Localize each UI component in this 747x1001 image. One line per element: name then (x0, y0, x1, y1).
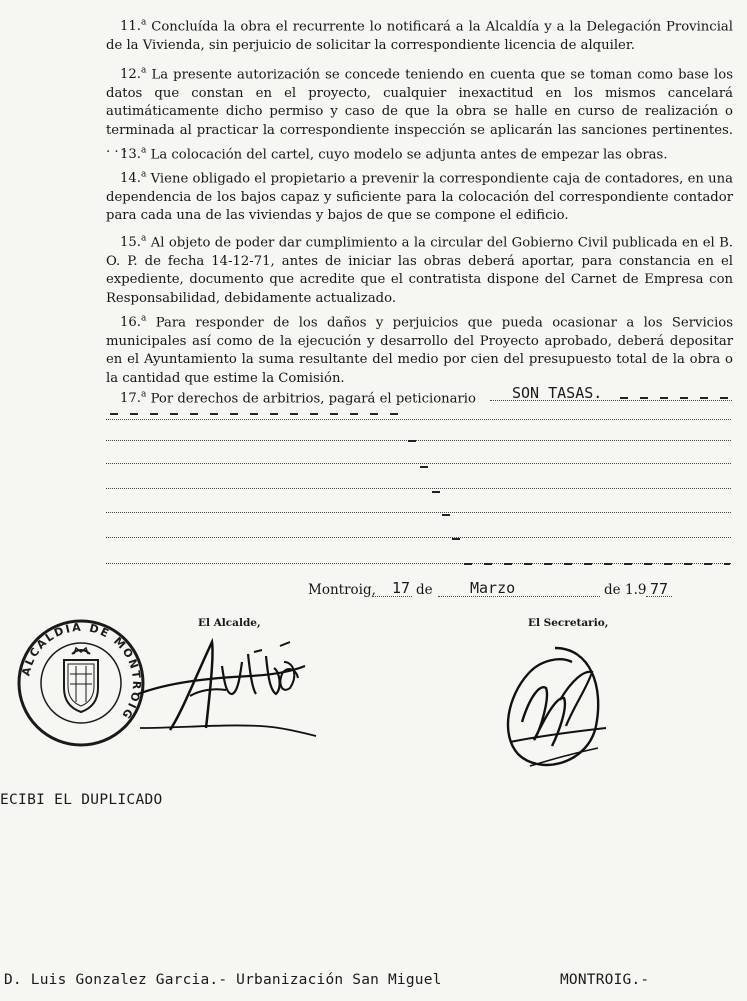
date-day: 17 (392, 579, 411, 597)
received-duplicate: ECIBI EL DUPLICADO (0, 792, 163, 808)
clause-11 (106, 14, 733, 55)
date-year-prefix: 1.9 (625, 582, 647, 598)
place-label: Montroig, (308, 582, 376, 598)
fill-line (106, 440, 731, 441)
clause-text: Concluída la obra el recurrente lo notificará a la Alcaldía y a la Delegación Provincial de la Vivienda, sin perjuicio de solicitar la correspondiente licencia de alquiler. (106, 19, 733, 53)
clause-number: 16.$^a$ (120, 314, 147, 331)
clause-number: 12.$^a$ (120, 66, 147, 83)
clause-text: Al objeto de poder dar cumplimiento a la circular del Gobierno Civil publicada en el B. O. P. de fecha 14-12-71, antes de iniciar las obras deberá aportar, para constancia en el expediente, documento que acredite que el contratista dispone del Carnet de Empresa con Responsabilidad, debidamente actualizado. (106, 235, 733, 306)
stamp-text: ALCALDIA DE MONTROIG (19, 620, 144, 723)
clause-16 (106, 310, 733, 388)
municipal-stamp (16, 618, 146, 748)
fill-line (106, 463, 731, 464)
clause-text: Viene obligado el propietario a prevenir la correspondiente caja de contadores, en una dependencia de los bajos capaz y suficiente para la colocación del correspondiente contador para cada una de las viviendas y bajos de que se compone el edificio. (106, 171, 733, 224)
secretario-signature (500, 636, 610, 786)
clause-17 (106, 386, 476, 409)
date-de-1: de (416, 582, 433, 598)
arbitrios-value: SON TASAS. (512, 384, 603, 402)
addressee-name: D. Luis Gonzalez Garcia.- Urbanización San Miguel (4, 972, 442, 988)
clause-number: 14.$^a$ (120, 170, 147, 187)
clause-number: 11.$^a$ (120, 18, 147, 35)
secretario-label: El Secretario, (528, 617, 609, 629)
svg-text:ALCALDIA DE MONTROIG (19, 621, 143, 723)
fill-line (106, 419, 731, 420)
clause-text: Para responder de los daños y perjuicios que pueda ocasionar a los Servicios municipales así como de la ejecución y desarrollo del Proyecto aprobado, deberá depositar en el Ayuntamiento la suma resultante del medio por cien del presupuesto total de la obra o la cantidad que estime la Comisión. (106, 315, 733, 386)
clause-number: 15.$^a$ (120, 234, 147, 251)
fill-line (490, 400, 732, 401)
clause-15 (106, 230, 733, 308)
clause-text: Por derechos de arbitrios, pagará el peticionario (150, 391, 476, 407)
clause-14 (106, 166, 733, 226)
alcalde-signature (130, 632, 320, 742)
alcalde-label: El Alcalde, (198, 617, 261, 629)
clause-13 (106, 142, 733, 165)
clause-number: 17.$^a$ (120, 390, 147, 407)
date-year-typed: 77 (650, 580, 669, 598)
clause-number: 13.$^a$ (120, 146, 147, 163)
addressee-town: MONTROIG.- (560, 972, 650, 988)
clause-text: La colocación del cartel, cuyo modelo se adjunta antes de empezar las obras. (150, 147, 668, 163)
fill-line (106, 512, 731, 513)
fill-line (106, 563, 731, 564)
date-month: Marzo (470, 579, 516, 597)
clause-text: La presente autorización se concede teniendo en cuenta que se toman como base los datos que constan en el proyecto, cualquier inexactitud en los mismos cancelará autimáticamente dicho permiso y caso de que la obra se halle en curso de realización o terminada al practicar la correspondiente inspección se aplicarán las sanciones pertinentes. . . . (106, 67, 733, 157)
date-de-2: de (604, 582, 621, 598)
fill-line (106, 537, 731, 538)
fill-line (106, 488, 731, 489)
